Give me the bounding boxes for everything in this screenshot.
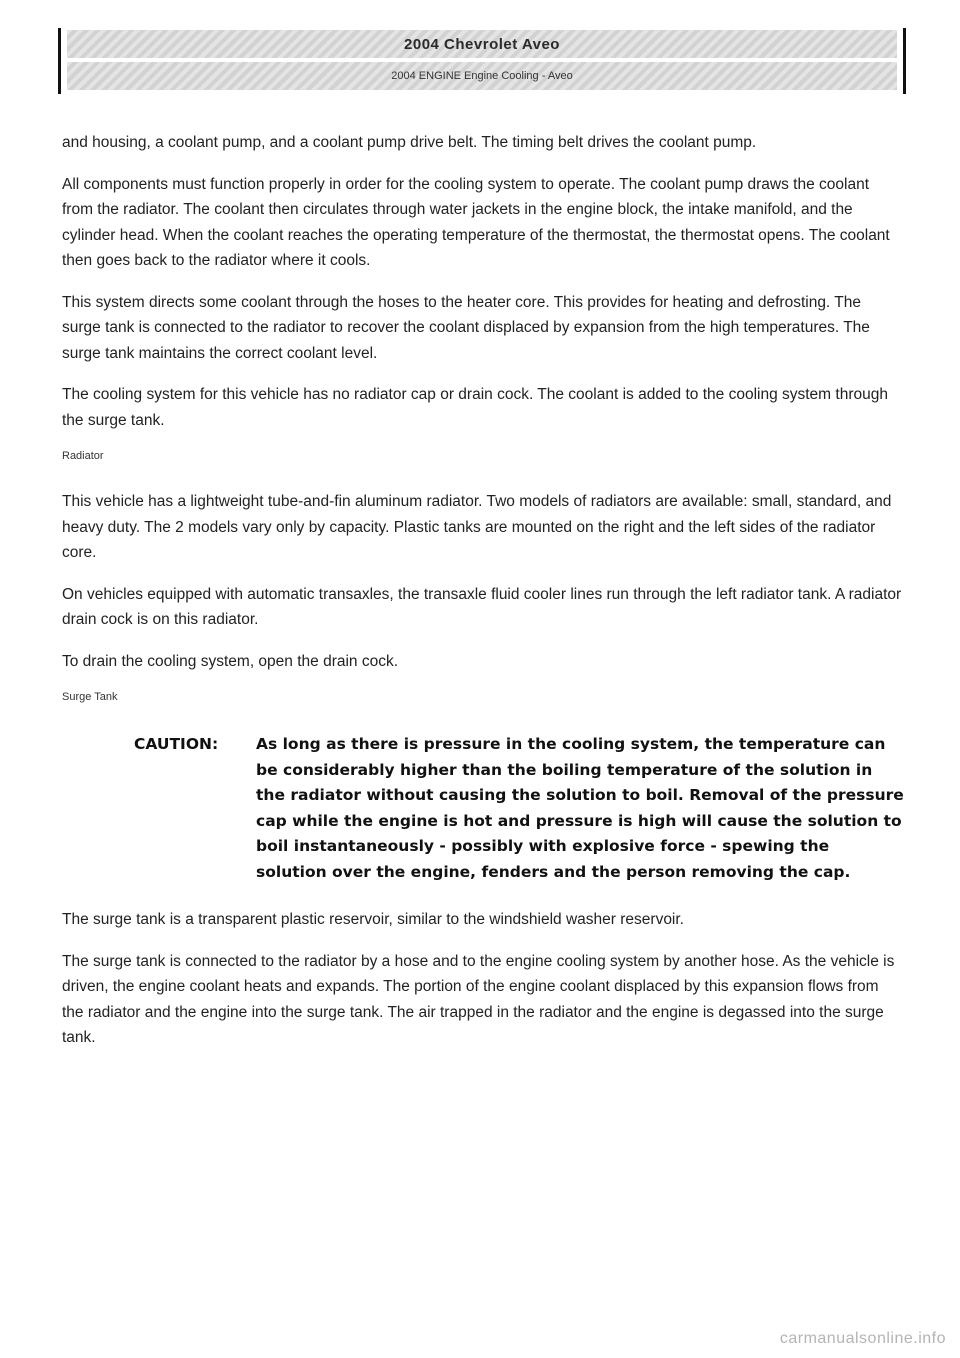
body-paragraph: To drain the cooling system, open the drain cock. bbox=[62, 652, 399, 670]
header-subtitle-bar bbox=[67, 62, 897, 90]
body-paragraph: The surge tank is a transparent plastic reservoir, similar to the windshield washer reservoir. bbox=[62, 911, 684, 928]
body-paragraph: On vehicles equipped with automatic transaxles, the transaxle fluid cooler lines run through the left radiator tank. A radiator drain cock is on this radiator. bbox=[62, 585, 902, 628]
caution-text: As long as there is pressure in the cooling system, the temperature can be considerably higher than the boiling temperature of the solution in the radiator without causing the solution to boil. Removal of the pressure cap while the engine is hot and pressure is high will cause the solution to boil instantaneously - possibly with explosive force - spewing the solution over the engine, fenders and the person removing the cap. bbox=[256, 735, 904, 881]
document-subtitle: 2004 ENGINE Engine Cooling - Aveo bbox=[391, 70, 573, 82]
body-paragraph: This vehicle has a lightweight tube-and-fin aluminum radiator. Two models of radiators are available: small, standard, and heavy duty. The 2 models vary only by capacity. Plastic tanks are mounted on the right and the left sides of the radiator core. bbox=[62, 493, 892, 561]
caution-label: CAUTION: bbox=[134, 735, 219, 753]
page-header bbox=[58, 28, 906, 94]
body-paragraph: and housing, a coolant pump, and a coolant pump drive belt. The timing belt drives the coolant pump. bbox=[62, 134, 757, 151]
watermark-text: carmanualsonline.info bbox=[779, 1330, 946, 1347]
caution-notice bbox=[134, 732, 904, 885]
section-heading-surge-tank: Surge Tank bbox=[62, 691, 118, 703]
body-paragraph: The cooling system for this vehicle has no radiator cap or drain cock. The coolant is added to the cooling system through the surge tank. bbox=[62, 386, 888, 429]
section-heading-radiator: Radiator bbox=[62, 450, 104, 462]
document-title: 2004 Chevrolet Aveo bbox=[404, 35, 560, 53]
body-paragraph: This system directs some coolant through the hoses to the heater core. This provides for heating and defrosting. The surge tank is connected to the radiator to recover the coolant displaced by expansion from the high temperatures. The surge tank maintains the correct coolant level. bbox=[62, 293, 870, 362]
body-paragraph: The surge tank is connected to the radiator by a hose and to the engine cooling system by another hose. As the vehicle is driven, the engine coolant heats and expands. The portion of the engine coolant displaced by this expansion flows from the radiator and the engine into the surge tank. The air trapped in the radiator and the engine is degassed into the surge tank. bbox=[62, 952, 895, 1046]
document-body bbox=[62, 130, 904, 1067]
body-paragraph: All components must function properly in order for the cooling system to operate. The coolant pump draws the coolant from the radiator. The coolant then circulates through water jackets in the engine block, the intake manifold, and the cylinder head. When the coolant reaches the operating temperature of the thermostat, the thermostat opens. The coolant then goes back to the radiator where it cools. bbox=[62, 175, 890, 269]
header-title-bar bbox=[67, 30, 897, 58]
